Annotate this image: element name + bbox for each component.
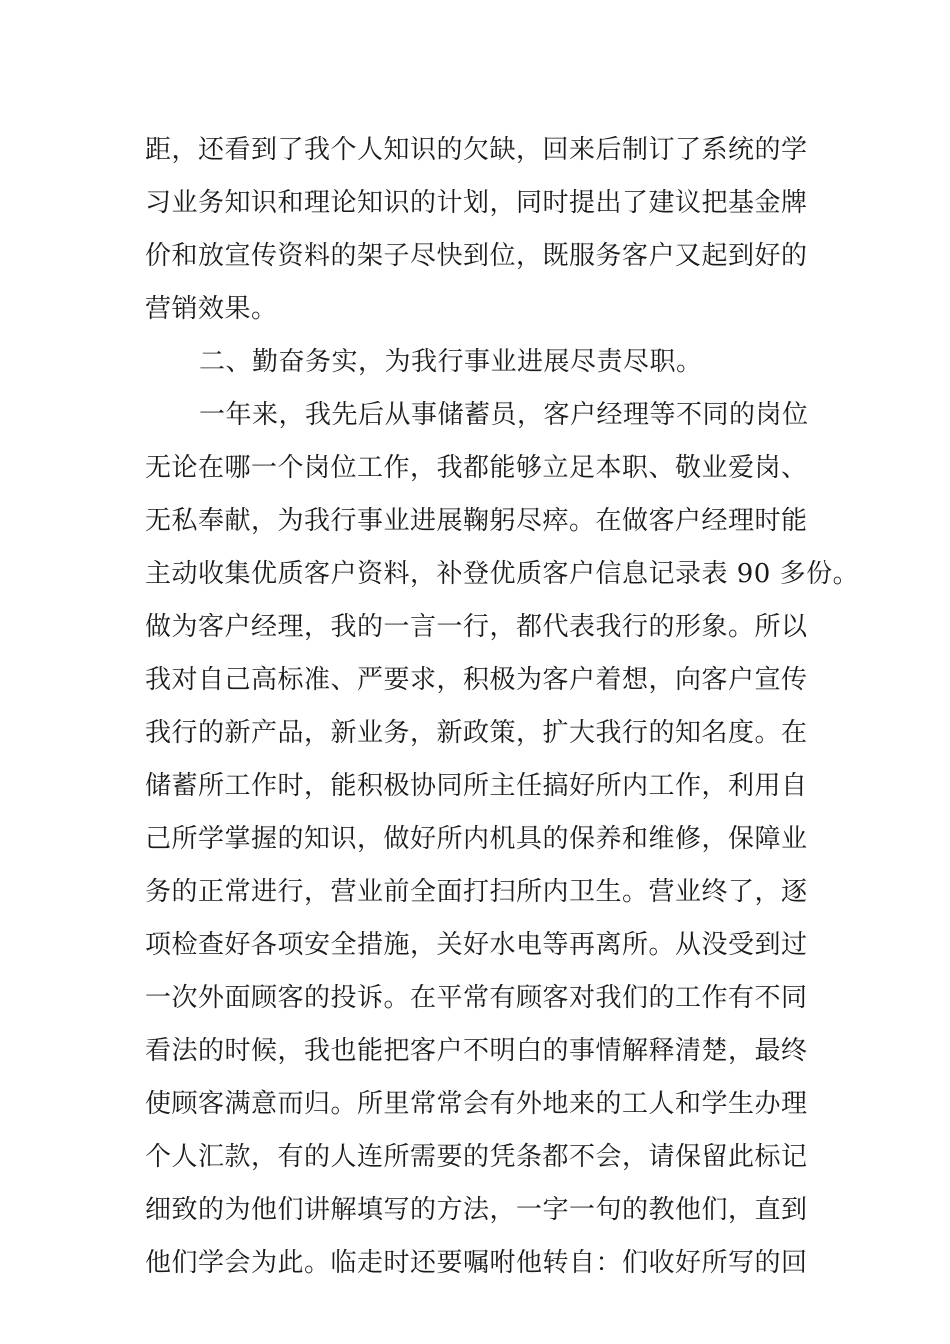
- text-line: 无私奉献，为我行事业进展鞠躬尽瘁。在做客户经理时能: [145, 506, 808, 536]
- text-line: 细致的为他们讲解填写的方法，一字一句的教他们，直到: [145, 1195, 808, 1225]
- text-line: 我行的新产品，新业务，新政策，扩大我行的知名度。在: [145, 718, 808, 748]
- text-line: 价和放宣传资料的架子尽快到位，既服务客户又起到好的: [145, 241, 808, 271]
- text-line: 一次外面顾客的投诉。在平常有顾客对我们的工作有不同: [145, 983, 808, 1013]
- text-line: 无论在哪一个岗位工作，我都能够立足本职、敬业爱岗、: [145, 453, 808, 483]
- text-line: 看法的时候，我也能把客户不明白的事情解释清楚，最终: [145, 1036, 808, 1066]
- text-line: 距，还看到了我个人知识的欠缺，回来后制订了系统的学: [145, 135, 808, 165]
- text-line: 我对自己高标准、严要求，积极为客户着想，向客户宣传: [145, 665, 808, 695]
- text-line: 己所学掌握的知识，做好所内机具的保养和维修，保障业: [145, 824, 808, 854]
- text-line: 个人汇款，有的人连所需要的凭条都不会，请保留此标记: [145, 1142, 808, 1172]
- text-line: 习业务知识和理论知识的计划，同时提出了建议把基金牌: [145, 188, 808, 218]
- text-line: 主动收集优质客户资料，补登优质客户信息记录表 90 多份。: [145, 559, 860, 589]
- paragraph-first-line: 一年来，我先后从事储蓄员，客户经理等不同的岗位: [199, 400, 809, 430]
- text-line: 营销效果。: [145, 294, 278, 324]
- section-heading: 二、勤奋务实，为我行事业进展尽责尽职。: [199, 347, 703, 377]
- text-line: 他们学会为此。临走时还要嘱咐他转自：们收好所写的回: [145, 1248, 808, 1278]
- text-line: 储蓄所工作时，能积极协同所主任搞好所内工作，利用自: [145, 771, 808, 801]
- text-line: 做为客户经理，我的一言一行，都代表我行的形象。所以: [145, 612, 808, 642]
- text-line: 务的正常进行，营业前全面打扫所内卫生。营业终了，逐: [145, 877, 808, 907]
- text-line: 使顾客满意而归。所里常常会有外地来的工人和学生办理: [145, 1089, 808, 1119]
- body-text: [145, 124, 860, 1290]
- text-line: 项检查好各项安全措施，关好水电等再离所。从没受到过: [145, 930, 808, 960]
